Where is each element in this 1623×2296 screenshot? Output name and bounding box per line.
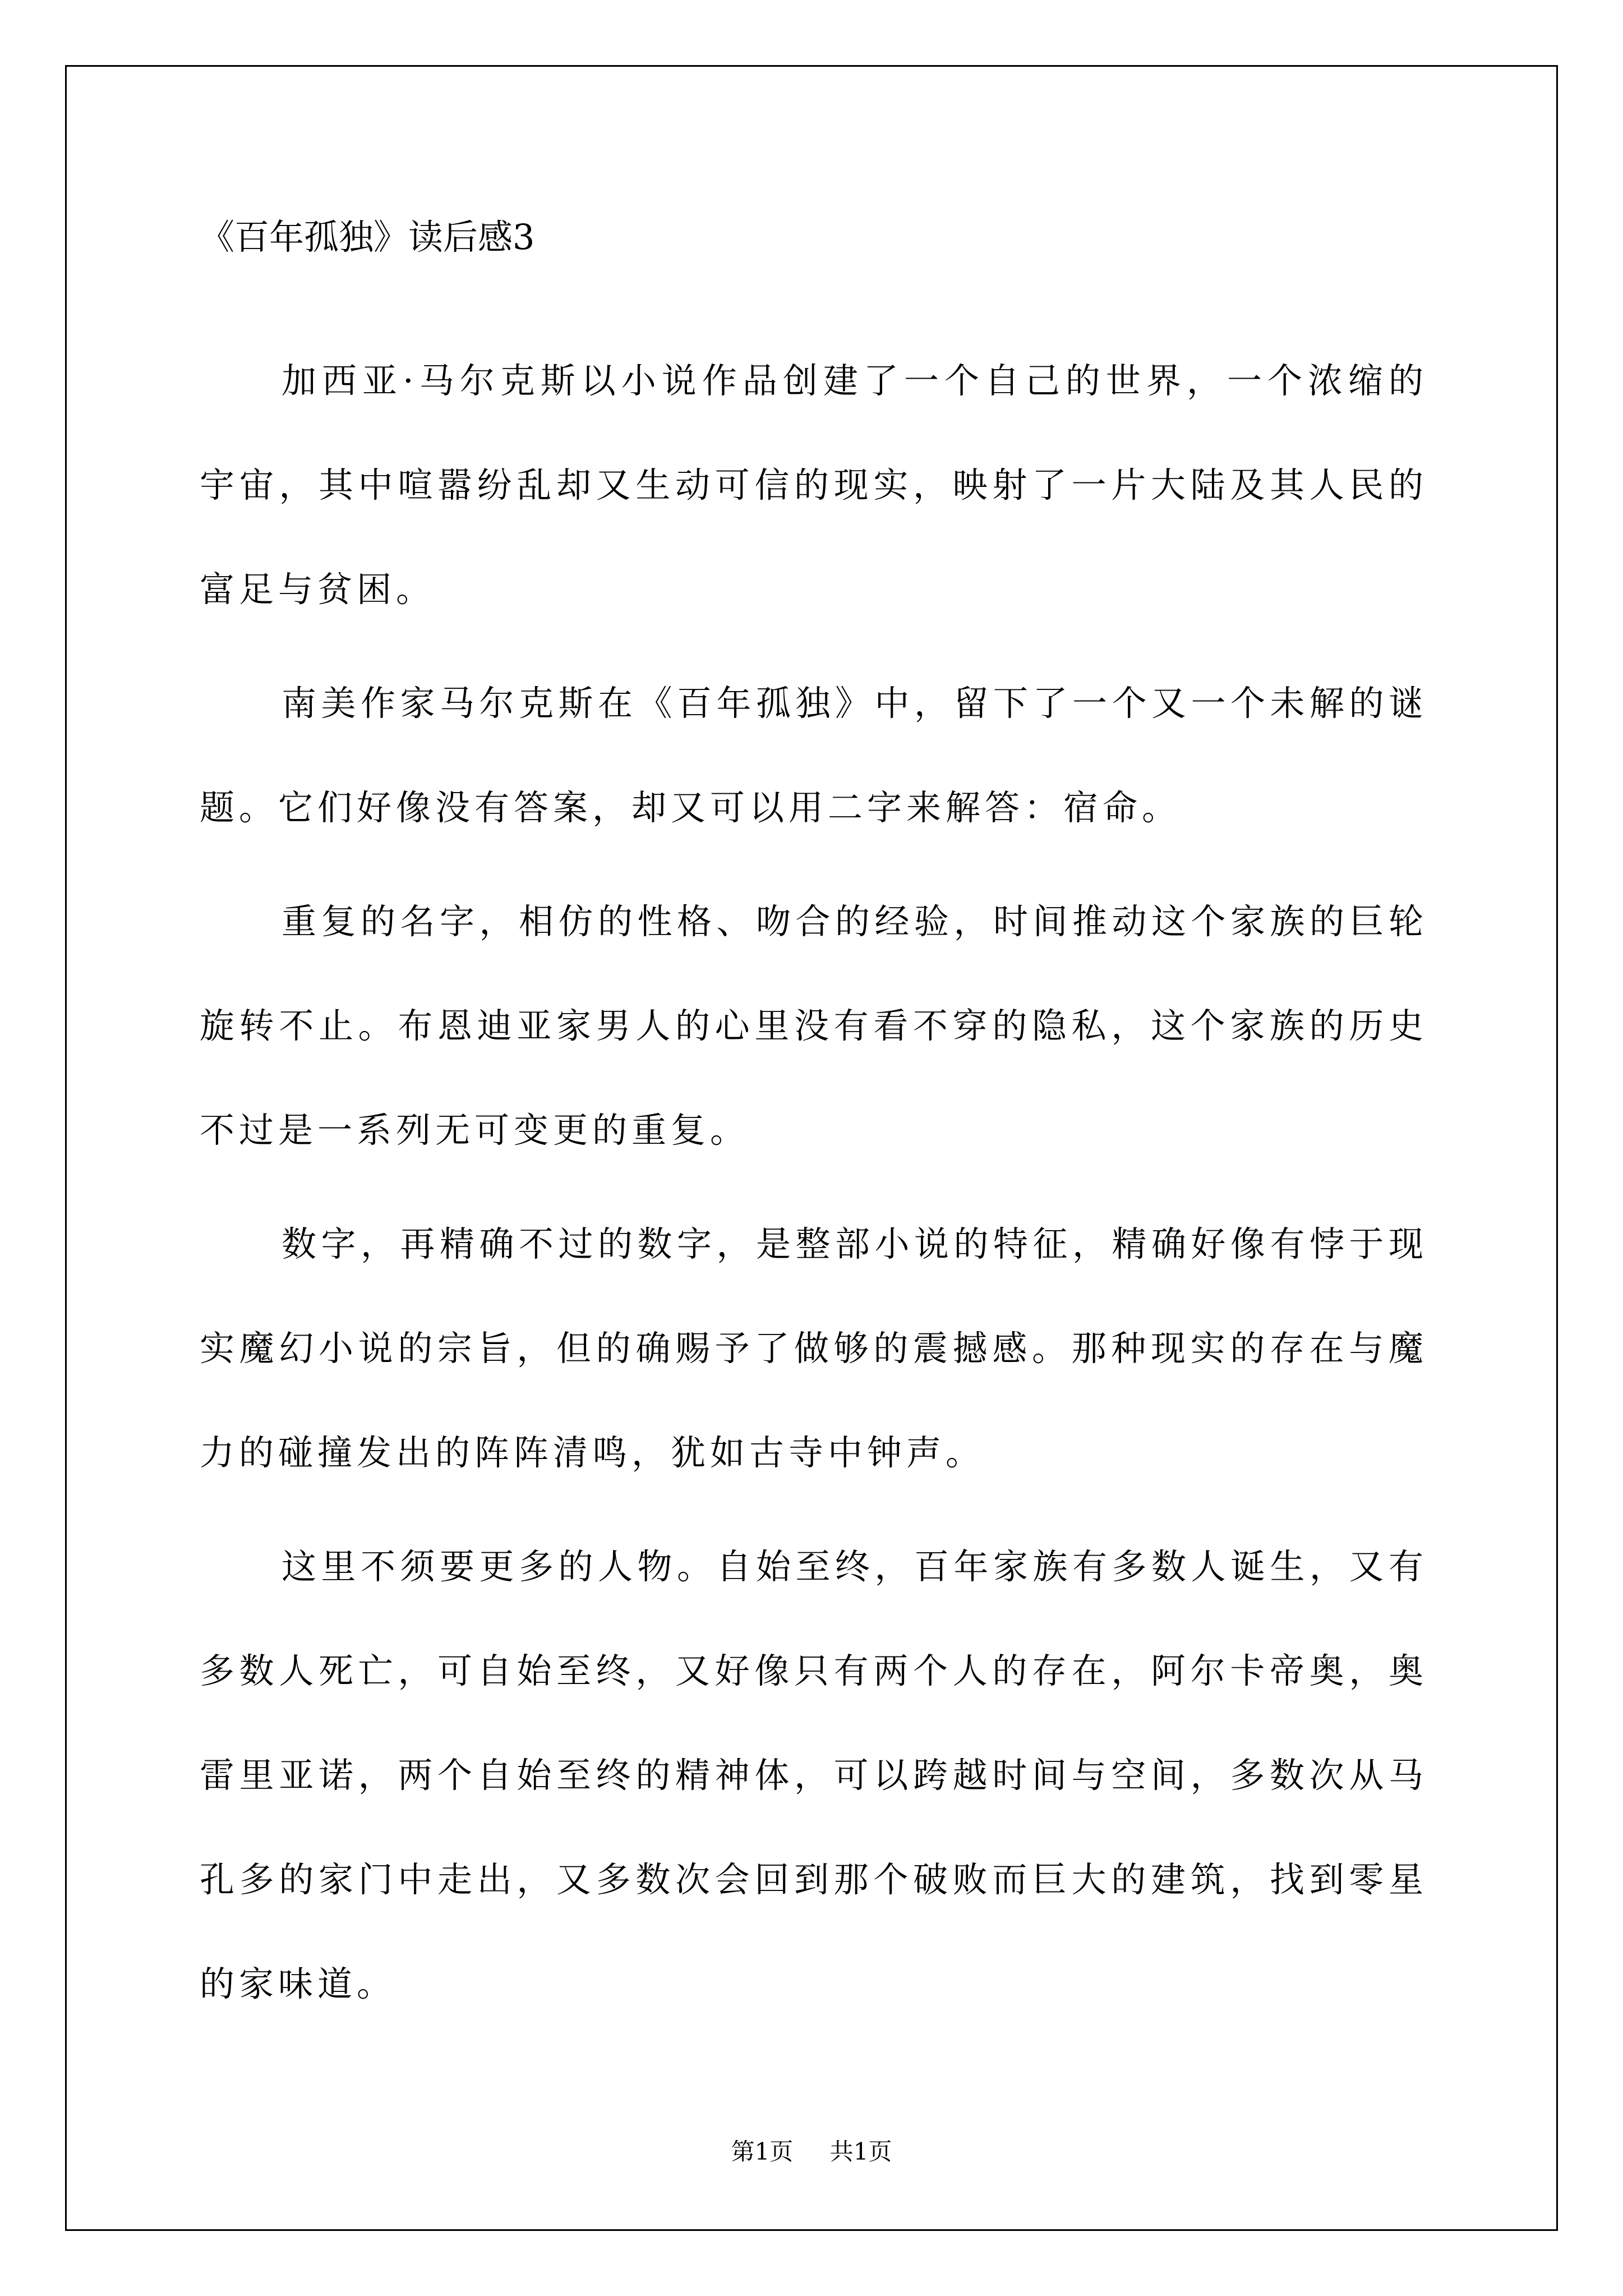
page-footer <box>0 2133 1623 2167</box>
page-number-current: 第1页 <box>731 2138 794 2165</box>
document-body <box>200 329 1428 2046</box>
paragraph-2: 南美作家马尔克斯在《百年孤独》中，留下了一个又一个未解的谜题。它们好像没有答案，却又可以用二字来解答：宿命。 <box>200 683 1428 828</box>
page-number-total: 共1页 <box>829 2138 892 2165</box>
paragraph-1: 加西亚·马尔克斯以小说作品创建了一个自己的世界，一个浓缩的宇宙，其中喧嚣纷乱却又生动可信的现实，映射了一片大陆及其人民的富足与贫困。 <box>200 360 1428 610</box>
paragraph-4: 数字，再精确不过的数字，是整部小说的特征，精确好像有悖于现实魔幻小说的宗旨，但的确赐予了做够的震撼感。那种现实的存在与魔力的碰撞发出的阵阵清鸣，犹如古寺中钟声。 <box>200 1223 1428 1473</box>
document-title: 《百年孤独》读后感3 <box>200 217 535 257</box>
paragraph-5: 这里不须要更多的人物。自始至终，百年家族有多数人诞生，又有多数人死亡，可自始至终，又好像只有两个人的存在，阿尔卡帝奥，奥雷里亚诺，两个自始至终的精神体，可以跨越时间与空间，多数次从马孔多的家门中走出，又多数次会回到那个破败而巨大的建筑，找到零星的家味道。 <box>200 1546 1428 2004</box>
paragraph-3: 重复的名字，相仿的性格、吻合的经验，时间推动这个家族的巨轮旋转不止。布恩迪亚家男人的心里没有看不穿的隐私，这个家族的历史不过是一系列无可变更的重复。 <box>200 901 1428 1151</box>
